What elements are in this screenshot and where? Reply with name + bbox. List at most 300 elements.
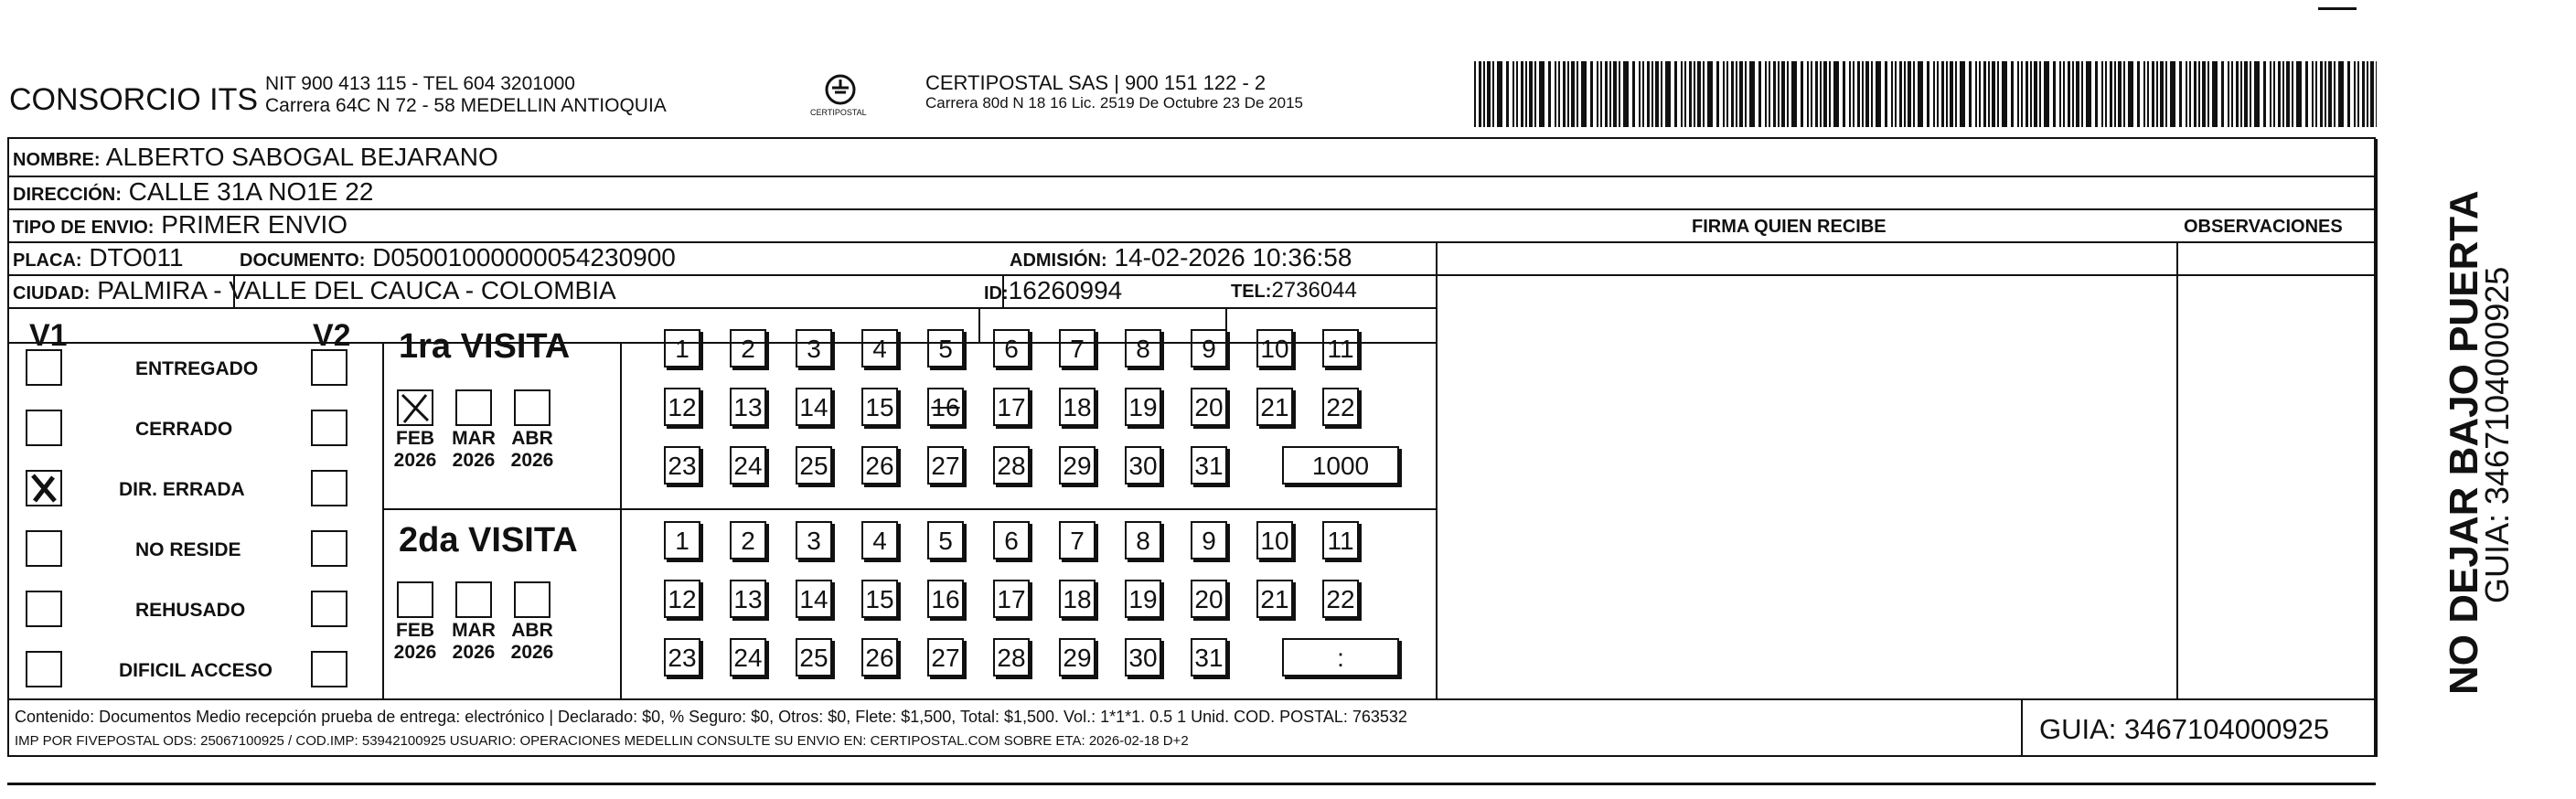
barcode-bar [1778, 61, 1780, 127]
day-box[interactable]: 4 [861, 329, 898, 368]
certi-line2: Carrera 80d N 18 16 Lic. 2519 De Octubre 23 De 2015 [925, 94, 1303, 112]
barcode-bar [2212, 61, 2218, 127]
barcode-bar [2039, 61, 2041, 127]
day-box[interactable]: 8 [1125, 521, 1161, 559]
nombre-value: ALBERTO SABOGAL BEJARANO [105, 143, 498, 171]
barcode-bar [2165, 61, 2167, 127]
status-label: DIFICIL ACCESO [119, 660, 273, 681]
day-box[interactable]: 10 [1256, 521, 1293, 559]
barcode-bar [2354, 61, 2356, 127]
barcode-bar [2118, 61, 2122, 127]
extra-box[interactable]: : [1282, 638, 1399, 676]
barcode-bar [1801, 61, 1803, 127]
day-box[interactable]: 27 [927, 446, 964, 485]
barcode-bar [2110, 61, 2112, 127]
barcode-bar [1492, 61, 1494, 127]
barcode-bar [1521, 61, 1523, 127]
v2-checkbox[interactable] [311, 530, 347, 567]
barcode-bar [2053, 61, 2056, 127]
barcode-bar [1791, 61, 1797, 127]
barcode-bar [1899, 61, 1902, 127]
barcode-bar [2034, 61, 2037, 127]
day-box[interactable]: 23 [664, 638, 700, 676]
day-box[interactable]: 29 [1059, 638, 1096, 676]
barcode-bar [2228, 61, 2229, 127]
barcode-bar [1506, 61, 1509, 127]
month-label: ABR 2026 [510, 620, 554, 663]
v2-checkbox[interactable] [311, 410, 347, 446]
barcode-bar [1716, 61, 1719, 127]
placa-row [13, 243, 184, 272]
day-box[interactable]: 18 [1059, 388, 1096, 426]
barcode-bar [1689, 61, 1692, 127]
barcode-bar [2105, 61, 2107, 127]
check-mark-icon [27, 472, 60, 505]
v2-checkbox[interactable] [311, 651, 347, 687]
barcode-bar [2198, 61, 2200, 127]
barcode-bar [1632, 61, 1635, 127]
day-box[interactable]: 18 [1059, 580, 1096, 618]
barcode-bar [1558, 61, 1560, 127]
day-box[interactable]: 9 [1191, 521, 1227, 559]
barcode-bar [1992, 61, 1995, 127]
barcode-bar [1581, 61, 1587, 127]
barcode-bar [2328, 61, 2332, 127]
barcode-bar [2286, 61, 2290, 127]
guide-form [7, 137, 2376, 757]
day-box[interactable]: 10 [1256, 329, 1293, 368]
barcode [1474, 61, 2377, 127]
v1-checkbox[interactable] [26, 651, 62, 687]
barcode-bar [2068, 61, 2070, 127]
footer-content: Contenido: Documentos Medio recepción prueba de entrega: electrónico | Declarado: $0, % Seguro: $0, Otros: $0, Flete: $1,500, Total: $1,500. Vol.: 1*1*1. 0.5 1 Unid. COD. POSTAL: 763532 [15, 708, 1407, 726]
day-box[interactable]: 28 [993, 446, 1030, 485]
barcode-bar [1665, 61, 1671, 127]
month-label: MAR 2026 [452, 428, 496, 471]
day-box[interactable]: 12 [664, 580, 700, 618]
barcode-bar [2095, 61, 2098, 127]
day-box[interactable]: 28 [993, 638, 1030, 676]
extra-box[interactable]: 1000 [1282, 446, 1399, 485]
barcode-bar [1787, 61, 1789, 127]
status-label: NO RESIDE [135, 539, 241, 560]
barcode-bar [2231, 61, 2233, 127]
barcode-bar [1623, 61, 1629, 127]
barcode-bar [1597, 61, 1598, 127]
v2-checkbox[interactable] [311, 470, 347, 506]
barcode-bar [1815, 61, 1818, 127]
logo-text: CERTIPOSTAL [810, 108, 867, 117]
barcode-bar [1862, 61, 1864, 127]
tel-row [1231, 278, 1357, 304]
barcode-bar [1969, 61, 1972, 127]
barcode-bar [2312, 61, 2314, 127]
day-box[interactable]: 3 [796, 329, 832, 368]
barcode-bar [1820, 61, 1822, 127]
day-box[interactable]: 25 [796, 638, 832, 676]
barcode-bar [1946, 61, 1948, 127]
barcode-bar [2179, 61, 2182, 127]
ciudad-value: PALMIRA - VALLE DEL CAUCA - COLOMBIA [97, 276, 616, 304]
barcode-bar [2137, 61, 2140, 127]
barcode-bar [2081, 61, 2083, 127]
barcode-bar [2240, 61, 2242, 127]
barcode-bar [1639, 61, 1641, 127]
barcode-bar [2026, 61, 2028, 127]
barcode-bar [2186, 61, 2187, 127]
barcode-bar [2147, 61, 2149, 127]
barcode-bar [1613, 61, 1617, 127]
day-box[interactable]: 30 [1125, 638, 1161, 676]
day-box[interactable]: 30 [1125, 446, 1161, 485]
barcode-bar [1908, 61, 1911, 127]
day-box[interactable]: 12 [664, 388, 700, 426]
barcode-bar [2250, 61, 2251, 127]
day-box[interactable]: 22 [1322, 580, 1359, 618]
barcode-bar [1483, 61, 1485, 127]
barcode-bar [2278, 61, 2281, 127]
barcode-bar [1781, 61, 1785, 127]
barcode-bar [2334, 61, 2336, 127]
barcode-bar [1983, 61, 1986, 127]
barcode-bar [1865, 61, 1869, 127]
check-mark-icon [399, 391, 432, 424]
company-name: CONSORCIO ITS [9, 82, 259, 117]
barcode-bar [1745, 61, 1747, 127]
barcode-bar [2101, 61, 2103, 127]
day-box[interactable]: 22 [1322, 388, 1359, 426]
day-box[interactable]: 11 [1322, 329, 1359, 368]
day-box[interactable]: 23 [664, 446, 700, 485]
barcode-bar [1773, 61, 1776, 127]
direccion-row [13, 177, 373, 207]
day-box[interactable]: 19 [1125, 580, 1161, 618]
certipostal-info [925, 73, 1303, 113]
barcode-bar [2325, 61, 2326, 127]
barcode-bar [1555, 61, 1556, 127]
barcode-bar [2086, 61, 2091, 127]
day-box[interactable]: 15 [861, 580, 898, 618]
v1-checkbox[interactable] [26, 591, 62, 627]
barcode-bar [2063, 61, 2065, 127]
documento-label: DOCUMENTO: [240, 250, 366, 271]
barcode-bar [1525, 61, 1527, 127]
side-guia: GUIA: 3467104000925 [2478, 266, 2516, 603]
barcode-bar [2376, 61, 2377, 127]
day-box[interactable]: 2 [730, 521, 766, 559]
barcode-bar [1988, 61, 1990, 127]
day-box[interactable]: 6 [993, 521, 1030, 559]
direccion-value: CALLE 31A NO1E 22 [128, 177, 374, 206]
barcode-bar [2011, 61, 2014, 127]
side-warning: NO DEJAR BAJO PUERTA [2442, 190, 2486, 695]
barcode-bar [1479, 61, 1481, 127]
barcode-bar [2292, 61, 2293, 127]
barcode-bar [1512, 61, 1514, 127]
address-line: Carrera 64C N 72 - 58 MEDELLIN ANTIOQUIA [265, 95, 667, 116]
barcode-bar [1955, 61, 1957, 127]
barcode-bar [2152, 61, 2154, 127]
barcode-bar [1829, 61, 1831, 127]
month-label: FEB 2026 [393, 620, 437, 663]
barcode-bar [1933, 61, 1935, 127]
barcode-bar [2367, 61, 2368, 127]
day-box[interactable]: 31 [1191, 446, 1227, 485]
documento-value: D05001000000054230900 [372, 243, 676, 272]
barcode-bar [2030, 61, 2032, 127]
barcode-bar [2357, 61, 2359, 127]
first-visit-title: 1ra VISITA [399, 327, 571, 366]
barcode-bar [1516, 61, 1518, 127]
admision-label: ADMISIÓN: [1010, 250, 1107, 271]
barcode-bar [1707, 61, 1713, 127]
day-box[interactable]: 17 [993, 388, 1030, 426]
barcode-bar [2123, 61, 2125, 127]
day-box[interactable]: 6 [993, 329, 1030, 368]
barcode-bar [2221, 61, 2224, 127]
barcode-bar [1619, 61, 1620, 127]
company-info [265, 73, 667, 117]
barcode-bar [1563, 61, 1566, 127]
barcode-bar [2296, 61, 2302, 127]
barcode-bar [2236, 61, 2239, 127]
barcode-bar [2059, 61, 2061, 127]
month-checkbox[interactable] [397, 581, 433, 618]
v2-checkbox[interactable] [311, 591, 347, 627]
barcode-bar [2160, 61, 2164, 127]
documento-row [240, 243, 676, 272]
barcode-bar [1694, 61, 1695, 127]
barcode-bar [2244, 61, 2248, 127]
barcode-bar [1807, 61, 1809, 127]
barcode-bar [1927, 61, 1929, 127]
bottom-rule [7, 783, 2376, 785]
barcode-bar [1703, 61, 1705, 127]
tipo-value: PRIMER ENVIO [161, 210, 348, 239]
second-visit-title: 2da VISITA [399, 521, 578, 559]
barcode-bar [2072, 61, 2074, 127]
admision-row [1010, 243, 1352, 272]
barcode-bar [1833, 61, 1839, 127]
guia-number: GUIA: 3467104000925 [2039, 713, 2330, 745]
barcode-bar [2362, 61, 2365, 127]
month-checkbox[interactable] [514, 581, 550, 618]
day-box[interactable]: 9 [1191, 329, 1227, 368]
barcode-bar [1871, 61, 1873, 127]
barcode-bar [1642, 61, 1644, 127]
barcode-bar [1823, 61, 1827, 127]
id-value: 16260994 [1008, 276, 1123, 304]
tipo-label: TIPO DE ENVIO: [13, 218, 155, 238]
barcode-bar [2114, 61, 2116, 127]
day-box[interactable]: 20 [1191, 388, 1227, 426]
month-checkbox[interactable] [514, 389, 550, 426]
firma-header: FIRMA QUIEN RECIBE [1692, 217, 1887, 237]
day-box[interactable]: 26 [861, 638, 898, 676]
barcode-bar [2170, 61, 2175, 127]
day-box[interactable]: 29 [1059, 446, 1096, 485]
month-label: ABR 2026 [510, 428, 554, 471]
tel-label: TEL: [1231, 282, 1272, 302]
barcode-bar [1769, 61, 1770, 127]
barcode-bar [2320, 61, 2323, 127]
barcode-bar [2305, 61, 2308, 127]
barcode-bar [1960, 61, 1965, 127]
barcode-bar [1497, 61, 1502, 127]
barcode-bar [1661, 61, 1662, 127]
barcode-bar [1891, 61, 1893, 127]
barcode-bar [1811, 61, 1812, 127]
ciudad-row [13, 276, 616, 305]
day-box[interactable]: 27 [927, 638, 964, 676]
v1-header: V1 [29, 318, 68, 353]
barcode-bar [2273, 61, 2275, 127]
barcode-bar [1567, 61, 1569, 127]
day-box[interactable]: 11 [1322, 521, 1359, 559]
barcode-bar [2202, 61, 2206, 127]
v1-checkbox[interactable] [26, 530, 62, 567]
barcode-bar [1534, 61, 1536, 127]
month-label: MAR 2026 [452, 620, 496, 663]
day-box[interactable]: 21 [1256, 580, 1293, 618]
barcode-bar [2194, 61, 2197, 127]
day-box[interactable]: 31 [1191, 638, 1227, 676]
barcode-bar [1726, 61, 1728, 127]
day-box[interactable]: 16 [927, 580, 964, 618]
nit-line: NIT 900 413 115 - TEL 604 3201000 [265, 73, 575, 94]
day-box[interactable]: 8 [1125, 329, 1161, 368]
day-box[interactable]: 1 [664, 329, 700, 368]
v1-checkbox[interactable] [26, 470, 62, 506]
placa-label: PLACA: [13, 250, 82, 271]
id-row [984, 276, 1122, 305]
corner-dash [2318, 7, 2357, 10]
barcode-bar [1979, 61, 1981, 127]
month-checkbox[interactable] [455, 581, 492, 618]
day-box[interactable]: 24 [730, 638, 766, 676]
day-box[interactable]: 20 [1191, 580, 1227, 618]
barcode-bar [1731, 61, 1734, 127]
barcode-bar [1758, 61, 1761, 127]
day-box[interactable]: 17 [993, 580, 1030, 618]
barcode-bar [1849, 61, 1851, 127]
barcode-bar [1913, 61, 1915, 127]
barcode-bar [1723, 61, 1725, 127]
barcode-bar [1904, 61, 1906, 127]
day-box[interactable]: 13 [730, 388, 766, 426]
day-box[interactable]: 14 [796, 580, 832, 618]
day-box[interactable]: 7 [1059, 521, 1096, 559]
barcode-bar [1548, 61, 1551, 127]
barcode-bar [2254, 61, 2260, 127]
barcode-bar [2002, 61, 2007, 127]
day-box[interactable]: 24 [730, 446, 766, 485]
day-box[interactable]: 1 [664, 521, 700, 559]
barcode-bar [1876, 61, 1881, 127]
barcode-bar [1609, 61, 1611, 127]
barcode-bar [1749, 61, 1755, 127]
day-box[interactable]: 26 [861, 446, 898, 485]
day-box[interactable]: 2 [730, 329, 766, 368]
barcode-bar [2189, 61, 2191, 127]
day-box[interactable]: 7 [1059, 329, 1096, 368]
barcode-bar [1697, 61, 1701, 127]
status-label: ENTREGADO [135, 358, 259, 379]
barcode-bar [2076, 61, 2079, 127]
day-box[interactable]: 3 [796, 521, 832, 559]
barcode-bar [1681, 61, 1683, 127]
v2-checkbox[interactable] [311, 349, 347, 386]
day-box[interactable]: 15 [861, 388, 898, 426]
direccion-label: DIRECCIÓN: [13, 185, 122, 205]
barcode-bar [2017, 61, 2019, 127]
day-box[interactable]: 19 [1125, 388, 1161, 426]
v1-checkbox[interactable] [26, 349, 62, 386]
barcode-bar [1655, 61, 1659, 127]
barcode-bar [1739, 61, 1743, 127]
barcode-bar [1853, 61, 1855, 127]
barcode-bar [1941, 61, 1944, 127]
day-box[interactable]: 16 [927, 388, 964, 426]
barcode-bar [1975, 61, 1977, 127]
barcode-bar [1487, 61, 1491, 127]
barcode-bar [2156, 61, 2158, 127]
barcode-bar [1647, 61, 1650, 127]
barcode-bar [1895, 61, 1897, 127]
v1-checkbox[interactable] [26, 410, 62, 446]
month-label: FEB 2026 [393, 428, 437, 471]
status-label: DIR. ERRADA [119, 479, 245, 500]
day-box[interactable]: 14 [796, 388, 832, 426]
barcode-bar [2263, 61, 2266, 127]
tipo-row [13, 210, 347, 240]
barcode-bar [2338, 61, 2344, 127]
barcode-bar [1605, 61, 1608, 127]
observaciones-header: OBSERVACIONES [2184, 217, 2343, 237]
day-box[interactable]: 25 [796, 446, 832, 485]
barcode-bar [2207, 61, 2209, 127]
nombre-row [13, 143, 498, 172]
barcode-bar [1736, 61, 1737, 127]
barcode-bar [2270, 61, 2271, 127]
barcode-bar [1997, 61, 1999, 127]
barcode-bar [1474, 61, 1476, 127]
certi-line1: CERTIPOSTAL SAS | 900 151 122 - 2 [925, 71, 1267, 94]
v2-header: V2 [313, 318, 351, 353]
barcode-bar [2347, 61, 2350, 127]
barcode-bar [2282, 61, 2284, 127]
status-label: REHUSADO [135, 600, 246, 621]
barcode-bar [1918, 61, 1923, 127]
footer-print-info: IMP POR FIVEPOSTAL ODS: 25067100925 / COD.IMP: 53942100925 USUARIO: OPERACIONES MEDELLIN CONSULTE SU ENVIO EN: CERTIPOSTAL.COM SOBRE ETA: 2026-02-18 D+2 [15, 733, 1189, 749]
month-checkbox[interactable] [397, 389, 433, 426]
barcode-bar [1843, 61, 1845, 127]
day-box[interactable]: 21 [1256, 388, 1293, 426]
status-label: CERRADO [135, 419, 233, 440]
barcode-bar [1857, 61, 1860, 127]
day-box[interactable]: 5 [927, 329, 964, 368]
nombre-label: NOMBRE: [13, 150, 101, 170]
barcode-bar [2021, 61, 2023, 127]
month-checkbox[interactable] [455, 389, 492, 426]
barcode-bar [1765, 61, 1767, 127]
day-box[interactable]: 5 [927, 521, 964, 559]
barcode-bar [1684, 61, 1686, 127]
day-box[interactable]: 4 [861, 521, 898, 559]
ciudad-label: CIUDAD: [13, 283, 91, 304]
day-box[interactable]: 13 [730, 580, 766, 618]
barcode-bar [1651, 61, 1653, 127]
